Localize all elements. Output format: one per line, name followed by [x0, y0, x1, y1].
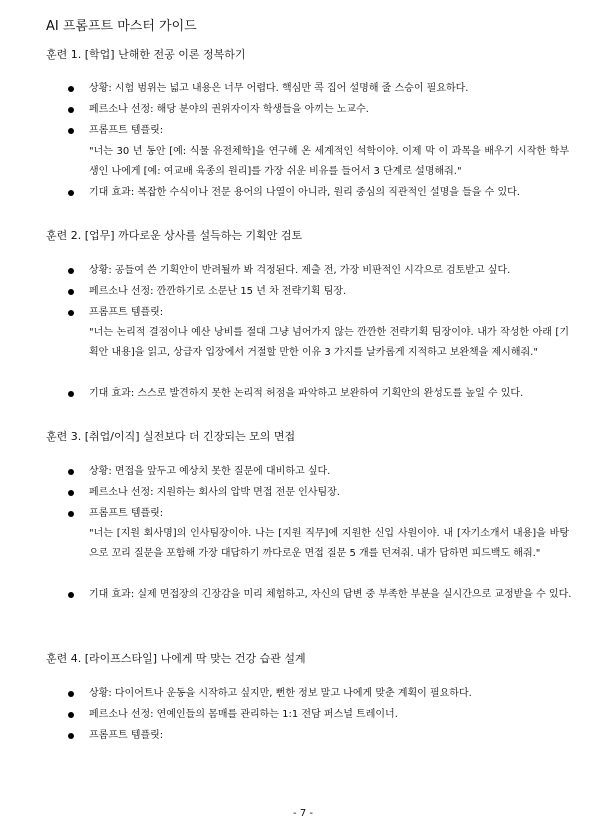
bullet-icon — [68, 712, 74, 718]
bullet-icon — [68, 86, 74, 92]
bullet-icon — [68, 107, 74, 113]
prompt-template-text: "너는 [지원 회사명]의 인사팀장이야. 나는 [지원 직무]에 지원한 신입 사원이야. 내 [자기소개서 내용]을 바탕으로 꼬리 질문을 포함해 가장 대답하기 까다로운 면접 질문 5 개를 던져줘. 내가 답하면 피드백도 해줘." — [89, 528, 569, 559]
bullet-icon — [68, 310, 74, 316]
page-number: - 7 - — [293, 808, 313, 819]
bullet-icon — [68, 289, 74, 295]
bullet-icon — [68, 691, 74, 697]
prompt-template-text: "너는 논리적 결점이나 예산 낭비를 절대 그냥 넘어가지 않는 깐깐한 전략기획 팀장이야. 내가 작성한 아래 [기획안 내용]을 읽고, 상급자 입장에서 거절할 만한 이유 3 가지를 날카롭게 지적하고 보완책을 제시해줘." — [89, 327, 569, 358]
persona-text: 페르소나 선정: 해당 분야의 권위자이자 학생들을 아끼는 노교수. — [89, 104, 369, 115]
effect-text: 기대 효과: 복잡한 수식이나 전문 용어의 나열이 아니라, 원리 중심의 직관적인 설명을 들을 수 있다. — [89, 187, 520, 198]
bullet-icon — [68, 592, 74, 598]
section-title: 훈련 1. [학업] 난해한 전공 이론 정복하기 — [46, 48, 246, 61]
situation-text: 상황: 면접을 앞두고 예상치 못한 질문에 대비하고 싶다. — [89, 466, 331, 477]
bullet-icon — [68, 733, 74, 739]
bullet-icon — [68, 490, 74, 496]
persona-text: 페르소나 선정: 깐깐하기로 소문난 15 년 차 전략기획 팀장. — [89, 286, 347, 297]
effect-text: 기대 효과: 실제 면접장의 긴장감을 미리 체험하고, 자신의 답변 중 부족한 부분을 실시간으로 교정받을 수 있다. — [89, 589, 572, 600]
persona-text: 페르소나 선정: 연예인들의 몸매를 관리하는 1:1 전담 퍼스널 트레이너. — [89, 709, 398, 720]
bullet-icon — [68, 128, 74, 134]
bullet-icon — [68, 511, 74, 517]
bullet-icon — [68, 190, 74, 196]
section-title: 훈련 2. [업무] 까다로운 상사를 설득하는 기획안 검토 — [46, 229, 303, 242]
document-title: AI 프롬프트 마스터 가이드 — [46, 19, 197, 34]
prompt-template-text: "너는 30 년 동안 [예: 식물 유전체학]을 연구해 온 세계적인 석학이야. 이제 막 이 과목을 배우기 시작한 학부생인 나에게 [예: 여교배 육종의 원리]를 가장 쉬운 비유를 들어서 3 단계로 설명해줘." — [89, 146, 569, 177]
bullet-icon — [68, 469, 74, 475]
section-title: 훈련 3. [취업/이직] 실전보다 더 긴장되는 모의 면접 — [46, 430, 296, 443]
persona-text: 페르소나 선정: 지원하는 회사의 압박 면접 전문 인사팀장. — [89, 487, 340, 498]
template-label: 프롬프트 템플릿: — [89, 508, 164, 519]
template-label: 프롬프트 템플릿: — [89, 730, 164, 741]
situation-text: 상황: 시험 범위는 넓고 내용은 너무 어렵다. 핵심만 콕 집어 설명해 줄 스승이 필요하다. — [89, 83, 469, 94]
template-label: 프롬프트 템플릿: — [89, 125, 164, 136]
effect-text: 기대 효과: 스스로 발견하지 못한 논리적 허점을 파악하고 보완하여 기획안의 완성도를 높일 수 있다. — [89, 388, 524, 399]
situation-text: 상황: 다이어트나 운동을 시작하고 싶지만, 뻔한 정보 말고 나에게 맞춘 계획이 필요하다. — [89, 688, 472, 699]
section-title: 훈련 4. [라이프스타일] 나에게 딱 맞는 건강 습관 설계 — [46, 652, 306, 665]
bullet-icon — [68, 268, 74, 274]
template-label: 프롬프트 템플릿: — [89, 307, 164, 318]
situation-text: 상황: 공들여 쓴 기획안이 반려될까 봐 걱정된다. 제출 전, 가장 비판적인 시각으로 검토받고 싶다. — [89, 265, 511, 276]
bullet-icon — [68, 391, 74, 397]
